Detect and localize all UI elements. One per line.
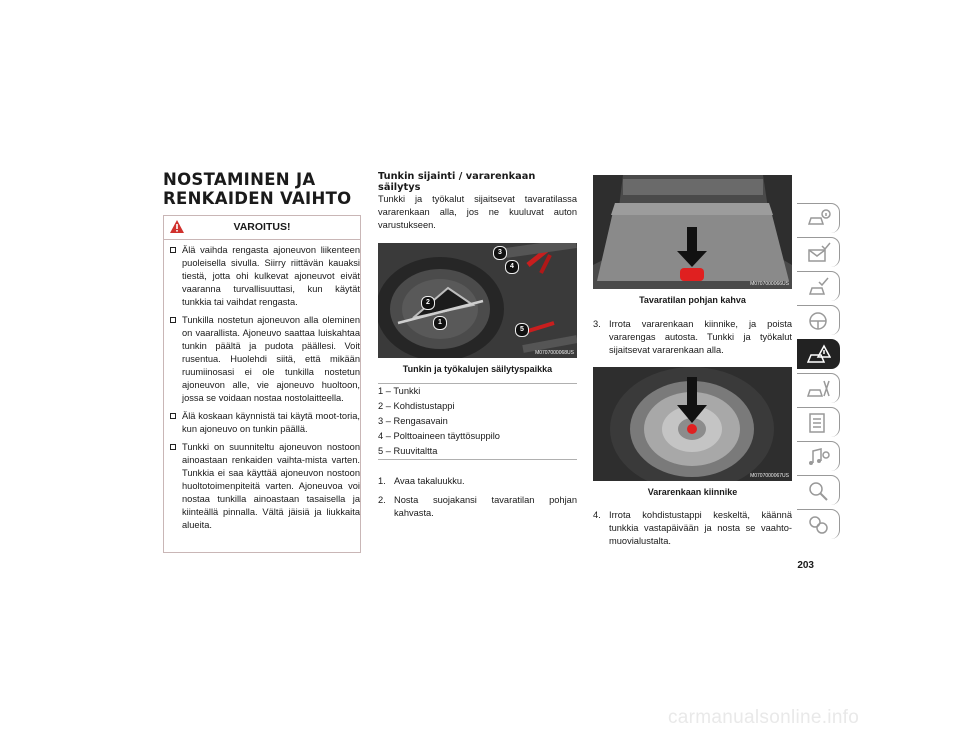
warning-item: Älä koskaan käynnistä tai käytä moot-toria, kun ajoneuvo on tunkin päällä. [170, 410, 360, 436]
step-3 [593, 318, 792, 357]
warning-box [163, 215, 361, 553]
callout-2: 2 [421, 296, 435, 310]
step-4 [593, 509, 792, 548]
cargo-floor-handle-caption: Tavaratilan pohjan kahva [639, 295, 746, 305]
checklist-icon [807, 412, 831, 434]
section-title [163, 170, 363, 208]
warning-header [164, 216, 360, 240]
checkbox-bullet-icon [170, 444, 176, 450]
legend-item: 1 – Tunkki [378, 383, 577, 399]
chapter-tab-multimedia[interactable] [797, 441, 840, 471]
car-tick-icon [807, 276, 831, 298]
legend-bottom-rule [378, 459, 577, 460]
step-text: Irrota kohdistustappi keskeltä, käännä tunkkia vastapäivään ja nosta se vaahto-muovialustalta. [609, 510, 792, 546]
chapter-tab-steering[interactable] [797, 305, 840, 335]
callout-legend [378, 383, 577, 460]
legend-item: 2 – Kohdistustappi [378, 401, 455, 411]
figure-code: M0707000067US [750, 473, 789, 479]
callout-4: 4 [505, 260, 519, 274]
mail-check-icon [807, 242, 831, 264]
jack-tools-caption: Tunkin ja työkalujen säilytyspaikka [402, 364, 553, 374]
search-icon [807, 480, 831, 502]
warning-item: Älä vaihda rengasta ajoneuvon liikenteen puoleisella sivulla. Siirry riittävän kauaksi tiestä, jotta ohi kulkevat ajoneuvot eivät vaaranna turvallisuuttasi, kun käytät tunkkia tai vaihdat rengasta. [170, 244, 360, 309]
jack-tools-illustration [378, 243, 577, 358]
callout-5: 5 [515, 323, 529, 337]
car-tools-icon [807, 378, 831, 400]
jack-tools-figure [378, 243, 577, 358]
step-text: Nosta suojakansi tavaratilan pohjan kahvasta. [394, 495, 577, 518]
spare-tire-illustration [593, 367, 792, 481]
step-1 [378, 475, 577, 488]
warning-title: VAROITUS! [233, 221, 291, 233]
checkbox-bullet-icon [170, 317, 176, 323]
warning-item: Tunkilla nostetun ajoneuvon alla oleminen on vaarallista. Ajoneuvo saattaa luiskahtaa tunkin päältä ja pudota päällesi. Voit rusentua. Huolehdi siitä, että mikään ruumiinosasi ei ole tunkilla nostetun ajoneuvon alle, vie ajoneuvo huoltoon, jossa se voidaan nostaa nostolaitteella. [170, 314, 360, 405]
legend-item: 4 – Polttoaineen täyttösuppilo [378, 431, 500, 441]
figure-code: M0707000068US [535, 350, 574, 356]
car-info-icon [807, 208, 831, 230]
checkbox-bullet-icon [170, 247, 176, 253]
step-text: Avaa takaluukku. [394, 476, 465, 486]
checkbox-bullet-icon [170, 413, 176, 419]
figure-code: M0707000066US [750, 281, 789, 287]
jack-section-title: Tunkin sijainti / vararenkaan säilytys [378, 171, 536, 193]
jack-section-intro: Tunkki ja työkalut sijaitsevat tavaratilassa vararenkaan alla, jos ne kuuluvat auton varustukseen. [378, 194, 577, 230]
steering-wheel-icon [807, 310, 831, 332]
section-title-line1: NOSTAMINEN JA [163, 170, 316, 189]
chapter-tab-car-check[interactable] [797, 271, 840, 301]
chapter-tab-mail[interactable] [797, 237, 840, 267]
watermark: carmanualsonline.info [668, 707, 860, 728]
step-number: 2. [378, 495, 386, 505]
warning-item: Tunkki on suunniteltu ajoneuvon nostoon ainoastaan renkaiden vaihta-mista varten. Tunkkia ei saa käyttää ajoneuvon nostoon huoltotoimenpiteitä varten. Ajoneuvoa voi nostaa tunkilla ainoastaan tasaisella ja kiinteällä pinnalla. Vältä jäisiä ja liukkaita alueita. [170, 441, 360, 532]
chapter-tab-car-info[interactable] [797, 203, 840, 233]
callout-1: 1 [433, 316, 447, 330]
cargo-floor-illustration [593, 175, 792, 289]
page-number: 203 [797, 560, 814, 571]
warning-list [170, 244, 360, 537]
step-number: 3. [593, 319, 601, 329]
spare-tire-fastener-figure [593, 367, 792, 481]
step-2 [378, 494, 577, 520]
chapter-tab-specifications[interactable] [797, 407, 840, 437]
chapter-tab-service[interactable] [797, 373, 840, 403]
section-title-line2: RENKAIDEN VAIHTO [163, 189, 352, 208]
spare-tire-fastener-caption: Vararenkaan kiinnike [647, 487, 738, 497]
cargo-floor-handle-figure [593, 175, 792, 289]
legend-item: 5 – Ruuvitaltta [378, 446, 438, 456]
warning-car-icon [807, 344, 831, 366]
step-number: 4. [593, 510, 601, 520]
step-text: Irrota vararenkaan kiinnike, ja poista vararengas autosta. Tunkki ja työkalut sijaitsevat vararenkaan alla. [609, 319, 792, 355]
legend-item: 3 – Rengasavain [378, 416, 448, 426]
callout-3: 3 [493, 246, 507, 260]
chapter-tab-index[interactable] [797, 475, 840, 505]
step-number: 1. [378, 476, 386, 486]
music-location-icon [807, 446, 831, 468]
multilingual-icon [807, 514, 831, 536]
chapter-tab-languages[interactable] [797, 509, 840, 539]
chapter-tab-emergency[interactable] [797, 339, 840, 369]
